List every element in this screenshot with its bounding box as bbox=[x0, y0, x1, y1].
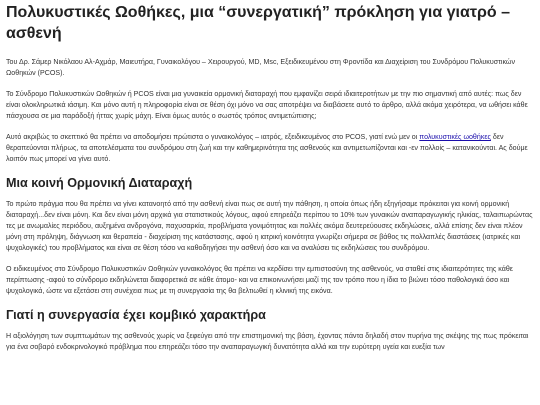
section-heading-hormonal-disorder: Μια κοινή Ορμονική Διαταραχή bbox=[6, 176, 193, 190]
pcos-link[interactable]: πολυκυστικές ωοθήκες bbox=[419, 133, 491, 141]
author-byline: Του Δρ. Σάμερ Νικόλαου Αλ-Αχμάρ, Μαιευτήρα, Γυναικολόγου – Χειρουργού, MD, Msc, Εξειδικευμένου στη Φροντίδα και Διαχείριση του Συνδρόμου Πολυκυστικών Ωοθηκών (PCOS). bbox=[6, 58, 516, 77]
section2-paragraph-1: Η αξιολόγηση των συμπτωμάτων της ασθενούς χωρίς να ξεφεύγει από την επιστημονική της βάση, έχοντας πάντα δηλαδή στον πυρήνα της σκέψης της πως πρόκειται για ένα σοβαρό ενδοκρινολογικό πρόβλημα που επηρεάζει τόσο την αναπαραγωγική δυνατότητα αλλά και την ευρύτερη υγεία και ευεξία των bbox=[6, 332, 529, 351]
section-heading-cooperation: Γιατί η συνεργασία έχει κομβικό χαρακτήρα bbox=[6, 308, 266, 322]
approach-paragraph bbox=[6, 132, 534, 165]
approach-text-end: δεν θεραπεύονται πλήρως, τα αποτελέσματα του συνδρόμου στη ζωή και την καθημερινότητα της ασθενούς και αντιμετωπίζονται και -εν πολλοίς – κατανικούνται. Ας δούμε λοιπόν πως μπορεί να γίνει αυτό. bbox=[6, 133, 528, 163]
approach-text-start: Αυτό ακριβώς το σκεπτικό θα πρέπει να αποδομήσει πρώτιστα ο γυναικολόγος – ιατρός, εξειδικευμένος στο PCOS, γιατί ενώ μεν οι bbox=[6, 133, 420, 141]
section1-paragraph-2: Ο ειδικευμένος στο Σύνδρομο Πολυκυστικών Ωοθηκών γυναικολόγος θα πρέπει να κερδίσει την εμπιστοσύνη της ασθενούς, να σταθεί στις ιδιαιτερότητες της κάθε περίπτωσης -αφού το σύνδρομο εκδηλώνεται διαφορετικά σε κάθε άτομο- και να επικοινωνήσει μαζί της τον τρόπο που η ίδια το βιώνει τόσο παθολογικά όσο και ψυχολογικά, ώστε να εξετάσει στη συνέχεια πως με τη συνεργασία της θα βελτιωθεί η κλινική της εικόνα. bbox=[6, 265, 513, 295]
article-title: Πολυκυστικές Ωοθήκες, μια “συνεργατική” πρόκληση για γιατρό – ασθενή bbox=[6, 4, 510, 42]
intro-paragraph: Το Σύνδρομο Πολυκυστικών Ωοθηκών ή PCOS είναι μια γυναικεία ορμονική διαταραχή που εμφανίζει σειρά ιδιαιτεροτήτων με την πιο σημαντική από αυτές: πως δεν είναι ολοκληρωτικά ιάσιμη. Και μόνο αυτή η πληροφορία είναι σε θέση όχι μόνο να σας αποτρέψει να διαβάσετε αυτό το άρθρο, αλλά ακόμα χειρότερα, να ωθήσει κάθε πάσχουσα σε μια παράδοξή ήττας χωρίς μάχη. Είναι όμως αυτός ο σωστός τρόπος αντιμετώπισης; bbox=[6, 90, 528, 120]
section1-paragraph-1: Το πρώτο πράγμα που θα πρέπει να γίνει κατανοητό από την ασθενή είναι πως σε αυτή την πάθηση, η οποία όπως ήδη εξηγήσαμε πρόκειται για κοινή ορμονική διαταραχή...δεν είναι μόνη. Και δεν είναι μόνη αρχικά για στατιστικούς λόγους, αφού επηρεάζει περίπου το 10% των γυναικών αναπαραγωγικής ηλικίας, ταλαιπωρώντας τες με ανωμαλίες περιόδου, αυξημένα ανδρογόνα, παχυσαρκία, προβλήματα γονιμότητας και πολλές ακόμα δευτερεύουσες εκδηλώσεις, αλλά επίσης δεν είναι πλέον μόνη στη πρόληψη, διάγνωση και θεραπεία - διαχείριση της κατάστασης, αφού η ιατρική κοινότητα γνωρίζει σήμερα σε βάθος τις πολλαπλές διαστάσεις (ιατρικές και ψυχολογικές) του προβλήματος και είναι σε θέση τόσο να καθοδηγήσει την ασθενή όσο και να αναλύσει τις εκδηλώσεις του συνδρόμου. bbox=[6, 200, 533, 252]
